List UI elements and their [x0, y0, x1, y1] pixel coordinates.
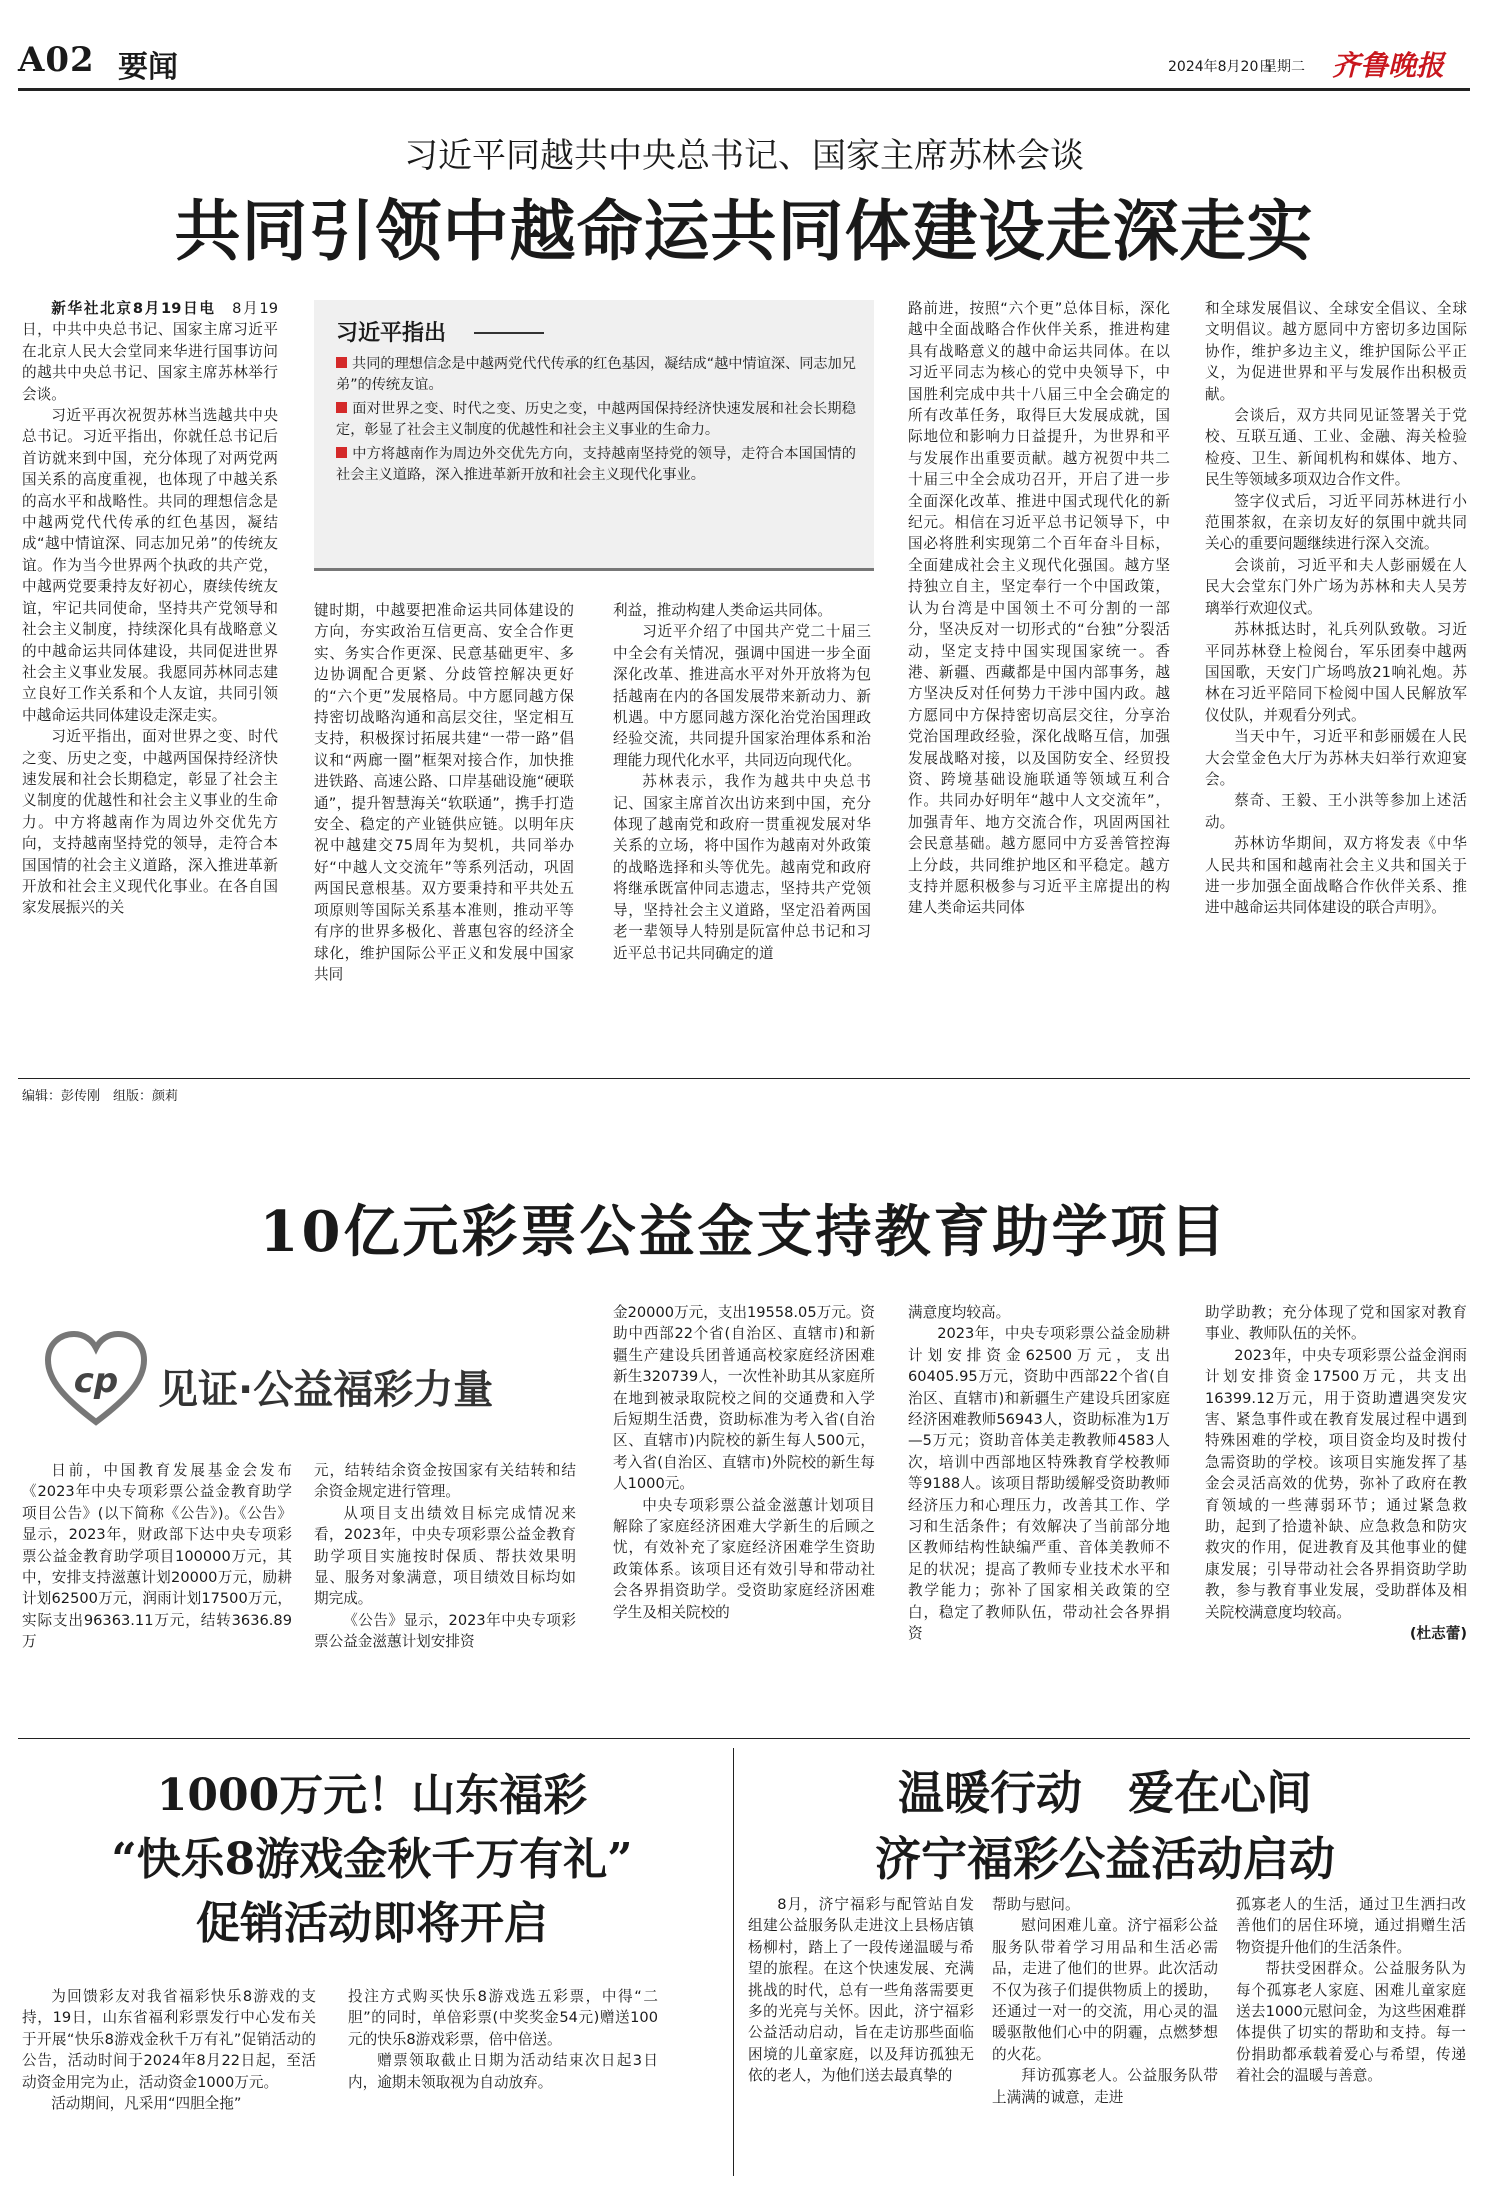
logo-text: 见证·公益福彩力量 [158, 1367, 494, 1413]
story2-headline: 10亿元彩票公益金支持教育助学项目 [259, 1199, 1229, 1265]
dateline: 新华社北京8月19日电 [51, 300, 216, 317]
top-story-col-4: 路前进，按照“六个更”总体目标，深化越中全面战略合作伙伴关系，推进构建具有战略意义的越中命运共同体。在以习近平同志为核心的党中央领导下，中国胜利完成中共十八届三中全会确定的所有改革任务，取得巨大发展成就，国际地位和影响力日益提升，为世界和平与发展作出重要贡献。越方祝贺中共二十届三中全会成功召开，开启了进一步全面深化改革、推进中国式现代化的新纪元。相信在习近平总书记领导下，中国必将胜利实现第二个百年奋斗目标，全面建成社会主义现代化强国。越方坚持独立自主，坚定奉行一个中国政策，认为台湾是中国领土不可分割的一部分，坚决反对一切形式的“台独”分裂活动，坚定支持中国实现国家统一。香港、新疆、西藏都是中国内部事务，越方坚决反对任何势力干涉中国内政。越方愿同中方保持密切高层交往，分享治党治国理政经验，深化战略互信，加强发展战略对接，以及国防安全、经贸投资、跨境基础设施联通等领域互利合作。共同办好明年“越中人文交流年”，加强青年、地方交流合作，巩固两国社会民意基础。越方愿同中方妥善管控海上分歧，共同维护地区和平稳定。越方支持并愿积极参与习近平主席提出的构建人类命运共同体 [908, 300, 1170, 917]
issue-date: 2024年8月20日 [1168, 59, 1273, 75]
welfare-lottery-logo [44, 1330, 564, 1440]
paper-logo: 齐鲁晚报 [1332, 49, 1445, 82]
story2-col-1: 日前，中国教育发展基金会发布《2023年中央专项彩票公益金教育助学项目公告》(以下简称《公告》)。《公告》显示，2023年，财政部下达中央专项彩票公益金教育助学项目100000万元，其中，安排支持滋蕙计划20000万元，励耕计划62500万元，润雨计划17500万元，实际支出96363.11万元，结转3636.89万 [22, 1462, 292, 1651]
divider [18, 1078, 1470, 1079]
story2-col-3: 金20000万元，支出19558.05万元。资助中西部22个省(自治区、直辖市)和新疆生产建设兵团普通高校家庭经济困难新生320739人，一次性补助其从家庭所在地到被录取院校之间的交通费和入学后短期生活费，资助标准为考入省(自治区、直辖市)内院校的新生每人500元，考入省(自治区、直辖市)外院校的新生每人1000元。 中央专项彩票公益金滋蕙计划项目解除了家庭经济困难大学新生的后顾之忧，有效补充了家庭经济困难学生资助政策体系。该项目还有效引导和带动社会各界捐资助学。受资助家庭经济困难学生及相关院校的 [613, 1304, 875, 1621]
vertical-divider [733, 1748, 734, 2176]
issue-weekday: 星期二 [1263, 59, 1305, 75]
top-story-col-3: 利益，推动构建人类命运共同体。 习近平介绍了中国共产党二十届三中全会有关情况，强调中国进一步全面深化改革、推进高水平对外开放将为包括越南在内的各国发展带来新动力、新机遇。中方愿同越方深化治党治国理政经验交流，共同提升国家治理体系和治理能力现代化水平，共同迈向现代化。 苏林表示，我作为越共中央总书记、国家主席首次出访来到中国，充分体现了越南党和政府一贯重视发展对华关系的立场，将中国作为越南对外政策的战略选择和头等优先。越南党和政府将继承既富仲同志遗志，坚持共产党领导，坚持社会主义道路，坚定沿着两国老一辈领导人特别是阮富仲总书记和习近平总书记共同确定的道 [613, 602, 871, 962]
header-rule [18, 88, 1470, 91]
story2-col-5: 助学助教；充分体现了党和国家对教育事业、教师队伍的关怀。 2023年，中央专项彩票公益金润雨计划安排资金17500万元，共支出16399.12万元，用于资助遭遇突发灾害、紧急事件或在教育发展过程中遇到特殊困难的学校，项目资金均及时拨付急需资助的学校。该项目实施发挥了基金会灵活高效的优势，弥补了政府在教育领域的一些薄弱环节；通过紧急救助，起到了拾遗补缺、应急救急和防灾救灾的作用，促进教育及其他事业的健康发展；引导带动社会各界捐资助学助教，参与教育事业发展，受助群体及相关院校满意度均较高。 (杜志蕾) [1205, 1302, 1467, 1718]
top-story-col-2: 键时期，中越要把准命运共同体建设的方向，夯实政治互信更高、安全合作更实、务实合作更深、民意基础更牢、多边协调配合更紧、分歧管控解决更好的“六个更”发展格局。中方愿同越方保持密切战略沟通和高层交往，坚定相互支持，积极探讨拓展共建“一带一路”倡议和“两廊一圈”框架对接合作，加快推进铁路、高速公路、口岸基础设施“硬联通”，提升智慧海关“软联通”，携手打造安全、稳定的产业链供应链。以明年庆祝中越建交75周年为契机，共同举办好“中越人文交流年”等系列活动，巩固两国民意根基。双方要秉持和平共处五项原则等国际关系基本准则，推动平等有序的世界多极化、普惠包容的经济全球化，维护国际公平正义和发展中国家共同 [314, 602, 574, 983]
highlight-point: 面对世界之变、时代之变、历史之变，中越两国保持经济快速发展和社会长期稳定，彰显了社会主义制度的优越性和社会主义事业的生命力。 [336, 401, 856, 438]
section-name: 要闻 [118, 50, 178, 85]
story3-col-2: 投注方式购买快乐8游戏选五彩票，中得“二胆”的同时，单倍彩票(中奖奖金54元)赠送100元的快乐8游戏彩票，倍中倍送。 赠票领取截止日期为活动结束次日起3日内，逾期未领取视为自动放弃。 [348, 1988, 658, 2091]
welfare-heart-icon [44, 1330, 148, 1430]
story2-col-4: 满意度均较高。 2023年，中央专项彩票公益金励耕计划安排资金62500万元，支出60405.95万元，资助中西部22个省(自治区、直辖市)和新疆生产建设兵团家庭经济困难教师56943人，资助标准为1万—5万元；资助音体美走教教师4583人次，培训中西部地区特殊教育学校教师等9188人。该项目帮助缓解受资助教师经济压力和心理压力，改善其工作、学习和生活条件；有效解决了当前部分地区教师结构性缺编严重、音体美教师不足的状况；提高了教师专业技术水平和教学能力；弥补了国家相关政策的空白，稳定了教师队伍，带动社会各界捐资 [908, 1304, 1170, 1643]
top-story-col-5: 和全球发展倡议、全球安全倡议、全球文明倡议。越方愿同中方密切多边国际协作，维护多边主义，维护国际公平正义，为促进世界和平与发展作出积极贡献。 会谈后，双方共同见证签署关于党校、互联互通、工业、金融、海关检验检疫、卫生、新闻机构和媒体、地方、民生等领域多项双边合作文件。 签字仪式后，习近平同苏林进行小范围茶叙，在亲切友好的氛围中就共同关心的重要问题继续进行深入交流。 会谈前，习近平和夫人彭丽媛在人民大会堂东门外广场为苏林和夫人吴芳璃举行欢迎仪式。 苏林抵达时，礼兵列队致敬。习近平同苏林登上检阅台，军乐团奏中越两国国歌，天安门广场鸣放21响礼炮。苏林在习近平陪同下检阅中国人民解放军仪仗队，并观看分列式。 当天中午，习近平和彭丽媛在人民大会堂金色大厅为苏林夫妇举行欢迎宴会。 蔡奇、王毅、王小洪等参加上述活动。 苏林访华期间，双方将发表《中华人民共和国和越南社会主义共和国关于进一步加强全面战略合作伙伴关系、推进中越命运共同体建设的联合声明》。 [1205, 300, 1467, 917]
story2-byline: (杜志蕾) [1409, 1625, 1467, 1643]
top-story-headline: 共同引领中越命运共同体建设走深走实 [174, 192, 1314, 270]
highlight-box [314, 300, 874, 571]
story3-headline: 1000万元！山东福彩 “快乐8游戏金秋千万有礼” 促销活动即将开启 [111, 1770, 633, 1949]
highlight-title-rule [474, 332, 544, 334]
page-code: A02 [18, 40, 95, 80]
divider [18, 1738, 1470, 1739]
highlight-box-title: 习近平指出 [336, 321, 447, 346]
story4-col-1: 8月，济宁福彩与配管站自发组建公益服务队走进汶上县杨店镇杨柳村，踏上了一段传递温暖与希望的旅程。在这个快速发展、充满挑战的时代，总有一些角落需要更多的光亮与关怀。因此，济宁福彩公益活动启动，旨在走访那些面临困境的儿童家庭，以及拜访孤独无依的老人，为他们送去最真挚的 [748, 1896, 974, 2085]
highlight-point: 中方将越南作为周边外交优先方向，支持越南坚持党的领导，走符合本国国情的社会主义道路，深入推进革新开放和社会主义现代化事业。 [336, 446, 856, 483]
highlight-point: 共同的理想信念是中越两党代代传承的红色基因，凝结成“越中情谊深、同志加兄弟”的传统友谊。 [336, 356, 856, 393]
top-story-kicker: 习近平同越共中央总书记、国家主席苏林会谈 [404, 136, 1084, 176]
story4-col-2: 帮助与慰问。 慰问困难儿童。济宁福彩公益服务队带着学习用品和生活必需品，走进了他们的世界。此次活动不仅为孩子们提供物质上的援助，还通过一对一的交流，用心灵的温暖驱散他们心中的阴霾，点燃梦想的火花。 拜访孤寡老人。公益服务队带上满满的诚意，走进 [992, 1896, 1218, 2106]
story2-col-2: 元，结转结余资金按国家有关结转和结余资金规定进行管理。 从项目支出绩效目标完成情况来看，2023年，中央专项彩票公益金教育助学项目实施按时保质、帮扶效果明显、服务对象满意，项目绩效目标均如期完成。 《公告》显示，2023年中央专项彩票公益金滋蕙计划安排资 [314, 1462, 576, 1651]
story4-headline: 温暖行动 爱在心间 济宁福彩公益活动启动 [875, 1766, 1335, 1886]
story4-col-3: 孤寡老人的生活，通过卫生洒扫改善他们的居住环境，通过捐赠生活物资提升他们的生活条件。 帮扶受困群众。公益服务队为每个孤寡老人家庭、困难儿童家庭送去1000元慰问金，为这些困难群体提供了切实的帮助和支持。每一份捐助都承载着爱心与希望，传递着社会的温暖与善意。 [1236, 1896, 1466, 2085]
story3-col-1: 为回馈彩友对我省福彩快乐8游戏的支持，19日，山东省福利彩票发行中心发布关于开展“快乐8游戏金秋千万有礼”促销活动的公告，活动时间于2024年8月22日起，至活动资金用完为止，活动资金1000万元。 活动期间，凡采用“四胆全拖” [22, 1988, 316, 2113]
editor-line: 编辑：彭传刚 组版：颜莉 [22, 1089, 179, 1104]
svg-text:cp: cp [73, 1361, 119, 1401]
top-story-col-1: 新华社北京8月19日电 8月19日，中共中央总书记、国家主席习近平在北京人民大会堂同来华进行国事访问的越共中央总书记、国家主席苏林举行会谈。 习近平再次祝贺苏林当选越共中央总书记。习近平指出，你就任总书记后首访就来到中国，充分体现了对两党两国关系的高度重视，也体现了中越关系的高水平和战略性。共同的理想信念是中越两党代代传承的红色基因，凝结成“越中情谊深、同志加兄弟”的传统友谊。作为当今世界两个执政的共产党，中越两党要秉持友好初心，赓续传统友谊，牢记共同使命，坚持共产党领导和社会主义制度，持续深化具有战略意义的中越命运共同体建设，共同促进世界社会主义事业发展。我愿同苏林同志建立良好工作关系和个人友谊，共同引领中越命运共同体建设走深走实。 习近平指出，面对世界之变、时代之变、历史之变，中越两国保持经济快速发展和社会长期稳定，彰显了社会主义制度的优越性和社会主义事业的生命力。中方将越南作为周边外交优先方向，支持越南坚持党的领导，走符合本国国情的社会主义道路，深入推进革新开放和社会主义现代化事业。在各自国家发展振兴的关 [22, 300, 278, 917]
